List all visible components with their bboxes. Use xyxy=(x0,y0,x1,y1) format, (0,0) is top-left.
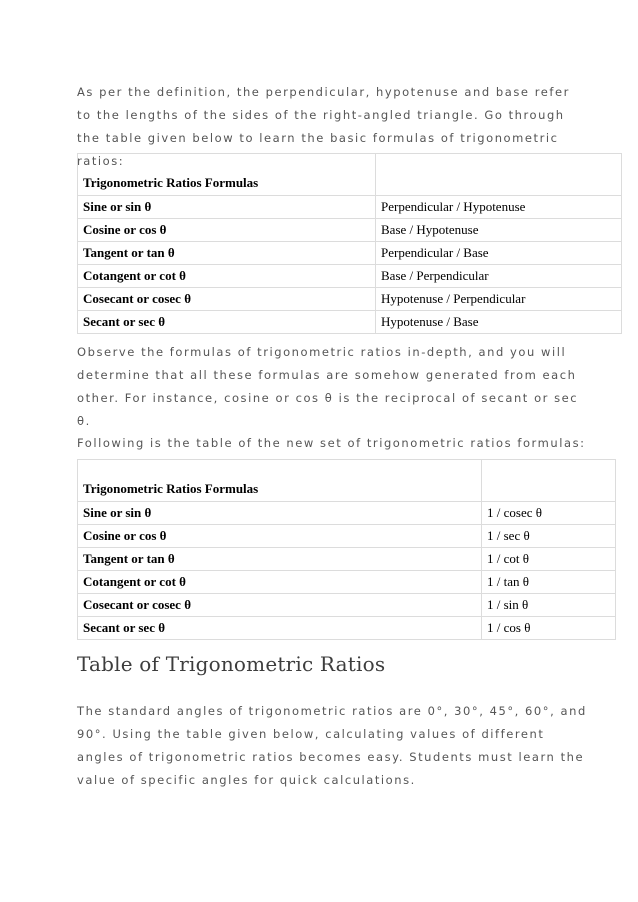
observe-paragraph: Observe the formulas of trigonometric ratios in-depth, and you will determine that all these formulas are somehow generated from each other. For instance, cosine or cos θ is the reciprocal of secant or sec θ. xyxy=(77,345,579,428)
table-row: Cosecant or cosec θ Hypotenuse / Perpendicular xyxy=(78,288,622,311)
table-row: Cosine or cos θ 1 / sec θ xyxy=(78,525,616,548)
table-row: Tangent or tan θ 1 / cot θ xyxy=(78,548,616,571)
section-heading: Table of Trigonometric Ratios xyxy=(77,652,386,676)
table-row: Cotangent or cot θ 1 / tan θ xyxy=(78,571,616,594)
table-header: Trigonometric Ratios Formulas xyxy=(78,154,376,196)
table-row: Secant or sec θ Hypotenuse / Base xyxy=(78,311,622,334)
reciprocal-formulas-table xyxy=(77,459,616,640)
table-row: Cosine or cos θ Base / Hypotenuse xyxy=(78,219,622,242)
table-row: Sine or sin θ 1 / cosec θ xyxy=(78,502,616,525)
following-paragraph: Following is the table of the new set of trigonometric ratios formulas: xyxy=(77,436,586,450)
table-row: Sine or sin θ Perpendicular / Hypotenuse xyxy=(78,196,622,219)
table-header: Trigonometric Ratios Formulas xyxy=(78,460,482,502)
intro-paragraph: As per the definition, the perpendicular, hypotenuse and base refer to the lengths of the sides of the right-angled triangle. Go through the table given below to learn the basic formulas of trigonometric ratios: xyxy=(77,85,570,168)
closing-paragraph: The standard angles of trigonometric ratios are 0°, 30°, 45°, 60°, and 90°. Using the table given below, calculating values of different angles of trigonometric ratios becomes easy. Students must learn the value of specific angles for quick calculations. xyxy=(77,704,587,787)
table-row: Cosecant or cosec θ 1 / sin θ xyxy=(78,594,616,617)
basic-formulas-table xyxy=(77,153,622,334)
table-row: Tangent or tan θ Perpendicular / Base xyxy=(78,242,622,265)
table-row: Secant or sec θ 1 / cos θ xyxy=(78,617,616,640)
table-row: Cotangent or cot θ Base / Perpendicular xyxy=(78,265,622,288)
